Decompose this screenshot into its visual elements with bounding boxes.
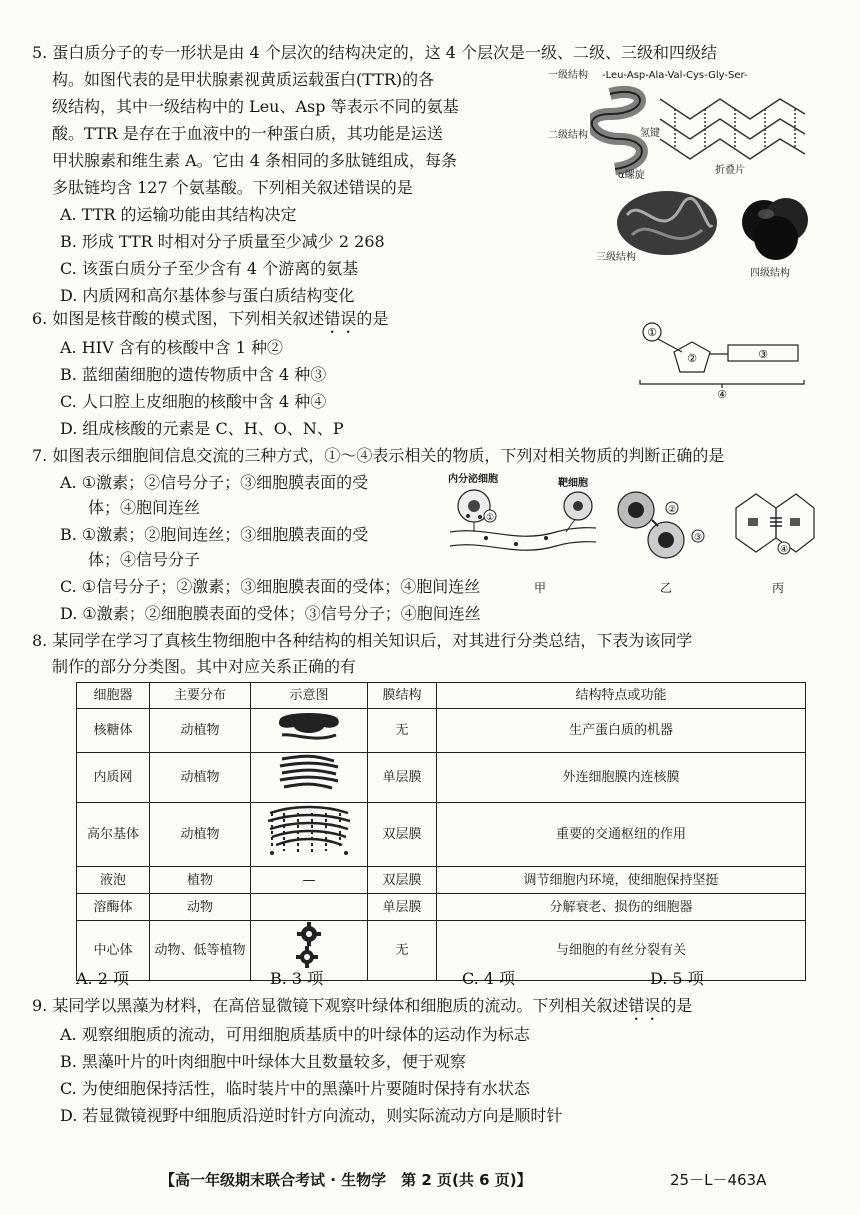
table-row: 溶酶体 动物 单层膜 分解衰老、损伤的细胞器 <box>77 894 806 921</box>
quaternary-structure-label: 四级结构 <box>750 268 790 279</box>
q5-stem-line-1: 5. 蛋白质分子的专一形状是由 4 个层次的结构决定的，这 4 个层次是一级、二级、三级和四级结 <box>32 43 718 62</box>
beta-sheet-label: 折叠片 <box>715 165 745 176</box>
table-row: 液泡 植物 — 双层膜 调节细胞内环境，使细胞保持坚挺 <box>77 867 806 894</box>
table-header: 结构特点或功能 <box>437 683 806 709</box>
centrosome-icon <box>292 921 326 971</box>
q8-option-b: B. 3 项 <box>270 969 324 988</box>
table-header: 膜结构 <box>368 683 437 709</box>
q5-stem-line-3: 级结构，其中一级结构中的 Leu、Asp 等表示不同的氨基 <box>52 97 459 116</box>
q7-option-a-line-1: A. ①激素；②信号分子；③细胞膜表面的受 <box>60 473 369 492</box>
q9-stem: 9. 某同学以黑藻为材料，在高倍显微镜下观察叶绿体和细胞质的流动。下列相关叙述错误的是 <box>32 996 693 1015</box>
nucleotide-diagram <box>634 318 814 400</box>
q5-stem-line-5: 甲状腺素和维生素 A。它由 4 条相同的多肽链组成，每条 <box>52 151 457 170</box>
table-header: 主要分布 <box>150 683 251 709</box>
q9-option-a: A. 观察细胞质的流动，可用细胞质基质中的叶绿体的运动作为标志 <box>60 1025 530 1044</box>
q9-emphasis: 错误 <box>628 996 661 1015</box>
panel-bing-label: 丙 <box>772 581 785 595</box>
q7-option-c: C. ①信号分子；②激素；③细胞膜表面的受体；④胞间连丝 <box>60 577 481 596</box>
alpha-helix-label: α螺旋 <box>618 170 645 181</box>
table-row: 内质网 动植物 单层膜 外连细胞膜内连核膜 <box>77 753 806 803</box>
cell-comm-label-3: ③ <box>693 533 703 543</box>
cell-communication-diagram <box>446 488 816 578</box>
tertiary-structure-icon <box>612 185 722 260</box>
nucleotide-label-4: ④ <box>717 388 727 400</box>
q5-stem-line-4: 酸。TTR 是存在于血液中的一种蛋白质，其功能是运送 <box>52 124 443 143</box>
q7-stem: 7. 如图表示细胞间信息交流的三种方式，①～④表示相关的物质，下列对相关物质的判断正确的是 <box>32 446 725 465</box>
q6-option-a: A. HIV 含有的核酸中含 1 种② <box>60 338 283 357</box>
q9-option-b: B. 黑藻叶片的叶肉细胞中叶绿体大且数量较多，便于观察 <box>60 1052 466 1071</box>
golgi-icon <box>264 803 354 857</box>
secondary-structure-label: 二级结构 <box>548 130 588 141</box>
q8-option-d: D. 5 项 <box>650 969 704 988</box>
q6-option-d: D. 组成核酸的元素是 C、H、O、N、P <box>60 419 344 438</box>
quaternary-structure-icon <box>736 192 816 264</box>
cell-comm-label-4: ④ <box>779 545 789 555</box>
panel-jia-label: 甲 <box>534 581 547 595</box>
q5-stem-line-6: 多肽链均含 127 个氨基酸。下列相关叙述错误的是 <box>52 178 413 197</box>
q6-stem: 6. 如图是核苷酸的模式图，下列相关叙述错误的是 <box>32 309 389 328</box>
q6-option-b: B. 蓝细菌细胞的遗传物质中含 4 种③ <box>60 365 327 384</box>
q6-option-c: C. 人口腔上皮细胞的核酸中含 4 种④ <box>60 392 327 411</box>
q6-emphasis: 错误 <box>324 309 357 328</box>
q5-option-b: B. 形成 TTR 时相对分子质量至少减少 2 268 <box>60 232 385 251</box>
tertiary-structure-label: 三级结构 <box>596 252 636 263</box>
endocrine-cell-label: 内分泌细胞 <box>448 474 498 485</box>
table-row: 高尔基体 动植物 双层膜 重要的交通枢纽的作用 <box>77 803 806 867</box>
nucleotide-label-3: ③ <box>758 348 768 361</box>
q7-option-b-line-2: 体；④信号分子 <box>88 550 201 569</box>
q5-option-a: A. TTR 的运输功能由其结构决定 <box>60 205 297 224</box>
hydrogen-bond-label: 氢键 <box>640 128 660 139</box>
cell-comm-label-2: ② <box>667 505 677 515</box>
ribosome-icon <box>274 709 344 743</box>
q7-option-a-line-2: 体；④胞间连丝 <box>88 498 201 517</box>
page-footer-code: 25－L－463A <box>670 1171 767 1189</box>
cell-comm-label-1: ① <box>485 513 495 523</box>
q9-option-d: D. 若显微镜视野中细胞质沿逆时针方向流动，则实际流动方向是顺时针 <box>60 1106 563 1125</box>
amino-acid-sequence: -Leu-Asp-Ala-Val-Cys-Gly-Ser- <box>602 70 748 81</box>
table-row: 核糖体 动植物 无 生产蛋白质的机器 <box>77 709 806 753</box>
table-row: 中心体 动物、低等植物 无 与细胞的有丝分裂有关 <box>77 921 806 981</box>
q8-stem-line-2: 制作的部分分类图。其中对应关系正确的有 <box>52 657 357 676</box>
table-header-row <box>77 683 806 709</box>
q5-stem-line-2: 构。如图代表的是甲状腺素视黄质运载蛋白(TTR)的各 <box>52 70 435 89</box>
q7-option-b-line-1: B. ①激素；②胞间连丝；③细胞膜表面的受 <box>60 525 369 544</box>
panel-yi-label: 乙 <box>660 581 673 595</box>
q9-option-c: C. 为使细胞保持活性，临时装片中的黑藻叶片要随时保持有水状态 <box>60 1079 530 1098</box>
nucleotide-label-1: ① <box>647 326 657 339</box>
secondary-structure-icon <box>590 84 820 184</box>
page-footer-title: 【高一年级期末联合考试 · 生物学 第 2 页(共 6 页)】 <box>160 1171 532 1189</box>
q7-option-d: D. ①激素；②细胞膜表面的受体；③信号分子；④胞间连丝 <box>60 604 481 623</box>
nucleotide-label-2: ② <box>687 352 697 365</box>
primary-structure-label: 一级结构 <box>548 70 588 81</box>
organelle-table <box>76 682 806 981</box>
table-header: 细胞器 <box>77 683 150 709</box>
q8-option-a: A. 2 项 <box>76 969 129 988</box>
table-header: 示意图 <box>251 683 368 709</box>
q5-option-c: C. 该蛋白质分子至少含有 4 个游离的氨基 <box>60 259 359 278</box>
er-icon <box>274 753 344 793</box>
q5-option-d: D. 内质网和高尔基体参与蛋白质结构变化 <box>60 286 355 305</box>
q8-option-c: C. 4 项 <box>462 969 516 988</box>
target-cell-label: 靶细胞 <box>558 478 588 489</box>
q8-stem-line-1: 8. 某同学在学习了真核生物细胞中各种结构的相关知识后，对其进行分类总结，下表为该同学 <box>32 631 693 650</box>
